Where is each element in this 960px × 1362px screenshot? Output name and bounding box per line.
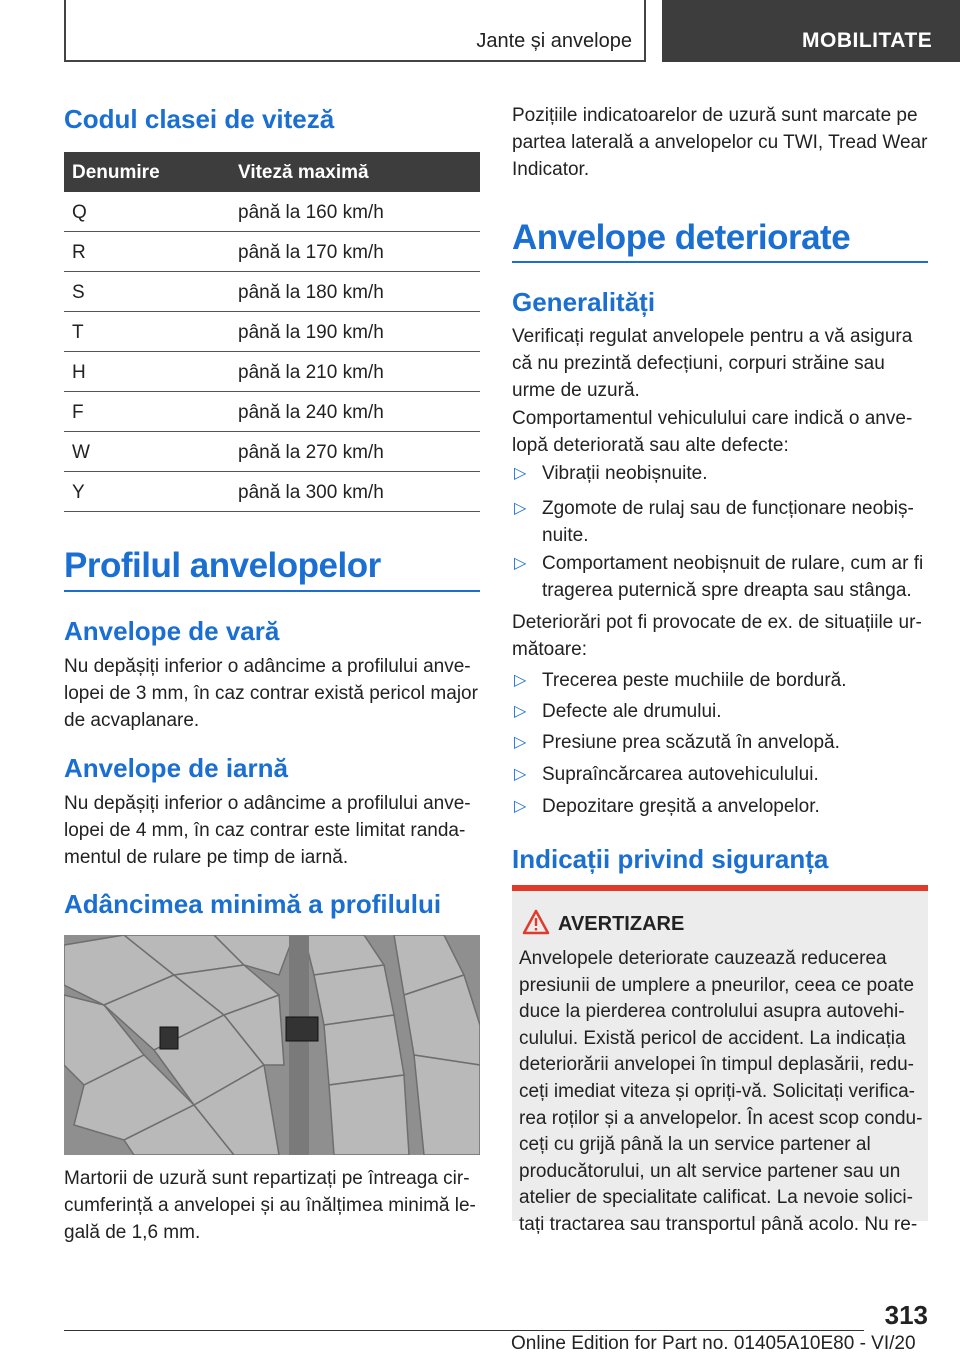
general-paragraph-1: Verificați regulat anvelopele pentru a vă asigura că nu prezintă defecțiuni, corpuri străine sau urme de uzură. [512, 326, 913, 401]
warning-label: AVERTIZARE [558, 913, 685, 935]
table-row [64, 192, 480, 232]
page-number: 313 [884, 1300, 928, 1330]
speed-class-table [64, 152, 480, 512]
table-header [64, 152, 480, 192]
table-cell: H [72, 362, 86, 383]
triangle-bullet-icon: ▷ [514, 465, 527, 482]
table-cell: S [72, 282, 85, 303]
header-section-box [64, 0, 646, 62]
table-cell: Q [72, 202, 87, 223]
general-paragraph-2: Comportamentul vehiculului care indică o anvelopă deteriorată sau alte defecte: [512, 408, 913, 456]
list-item-text: Depozitare greșită a anvelopelor. [542, 796, 820, 817]
table-cell: până la 190 km/h [238, 322, 384, 343]
list-item-text: Presiune prea scăzută în anvelopă. [542, 732, 840, 753]
table-cell: Y [72, 482, 85, 503]
header-chapter-title: MOBILITATE [802, 29, 933, 52]
table-row [64, 232, 480, 272]
list-item-text: Trecerea peste muchiile de bordură. [542, 670, 847, 691]
footer-edition: Online Edition for Part no. 01405A10E80 - VI/20 [511, 1333, 916, 1354]
heading-rule [64, 590, 480, 592]
heading-rule [512, 261, 928, 263]
triangle-bullet-icon: ▷ [514, 766, 527, 783]
list-item-text: Zgomote de rulaj sau de funcționare neobișnuite. [542, 498, 914, 546]
table-cell: până la 170 km/h [238, 242, 384, 263]
safety-heading: Indicații privind siguranța [512, 844, 829, 874]
table-cell: T [72, 322, 84, 343]
min-depth-heading: Adâncimea minimă a profilului [64, 889, 442, 919]
table-cell: F [72, 402, 84, 423]
winter-tires-text: Nu depășiți inferior o adâncime a profilului anvelopei de 4 mm, în caz contrar este limitat randamentul de rulare pe timp de iarnă. [64, 793, 471, 868]
table-row [64, 312, 480, 352]
table-cell: R [72, 242, 86, 263]
table-cell: până la 160 km/h [238, 202, 384, 223]
list-item-text: Defecte ale drumului. [542, 701, 722, 722]
table-cell: până la 180 km/h [238, 282, 384, 303]
header-section-title: Jante și anvelope [476, 30, 632, 52]
twi-intro-text: Pozițiile indicatoarelor de uzură sunt marcate pe partea laterală a anvelopelor cu TWI, Tread Wear Indicator. [512, 105, 928, 180]
table-cell: până la 300 km/h [238, 482, 384, 503]
speed-class-heading: Codul clasei de viteză [64, 104, 335, 134]
table-row [64, 432, 480, 472]
triangle-bullet-icon: ▷ [514, 555, 527, 572]
table-row [64, 472, 480, 512]
table-cell: până la 240 km/h [238, 402, 384, 423]
image-caption: Martorii de uzură sunt repartizați pe întreaga circumferință a anvelopei și au înălțimea minimă legală de 1,6 mm. [64, 1168, 476, 1243]
warning-text: Anvelopele deteriorate cauzează reducerea presiunii de umplere a pneurilor, ceea ce poate duce la pierderea controlului asupra autovehiculului. Există pericol de accident. La indicația deteriorării anvelopei în timpul deplasării, reduceți imediat viteza și opriți-vă. Solicitați verificarea roților și a anvelopelor. În acest scop conduceți cu grijă până la un service partener al producătorului, un alt service partener sau un atelier de specialitate calificat. La nevoie solicitați tractarea sau transportul până acolo. Nu re- [519, 948, 923, 1235]
general-paragraph-3: Deteriorări pot fi provocate de ex. de situațiile următoare: [512, 612, 922, 660]
header-chapter-box [662, 0, 960, 62]
list-item-text: Vibrații neobișnuite. [542, 463, 708, 484]
triangle-bullet-icon: ▷ [514, 798, 527, 815]
warning-triangle-icon [522, 909, 550, 935]
triangle-bullet-icon: ▷ [514, 703, 527, 720]
list-item-text: Supraîncărcarea autovehiculului. [542, 764, 819, 785]
table-header-cell: Viteză maximă [238, 162, 369, 183]
tire-tread-illustration [64, 935, 480, 1155]
footer-rule [64, 1330, 864, 1331]
damaged-tires-heading: Anvelope deteriorate [512, 218, 851, 257]
table-row [64, 392, 480, 432]
summer-tires-heading: Anvelope de vară [64, 616, 280, 646]
list-item-text: Comportament neobișnuit de rulare, cum ar fi tragerea puternică spre dreapta sau stânga. [542, 553, 924, 601]
table-cell: până la 270 km/h [238, 442, 384, 463]
summer-tires-text: Nu depășiți inferior o adâncime a profilului anvelopei de 3 mm, în caz contrar există pericol major de acvaplanare. [64, 656, 478, 731]
table-header-cell: Denumire [72, 162, 160, 183]
table-cell: până la 210 km/h [238, 362, 384, 383]
triangle-bullet-icon: ▷ [514, 672, 527, 689]
table-row [64, 352, 480, 392]
triangle-bullet-icon: ▷ [514, 500, 527, 517]
table-cell: W [72, 442, 90, 463]
triangle-bullet-icon: ▷ [514, 734, 527, 751]
table-row [64, 272, 480, 312]
profile-heading: Profilul anvelopelor [64, 546, 381, 585]
winter-tires-heading: Anvelope de iarnă [64, 753, 288, 783]
general-heading: Generalități [512, 287, 656, 317]
warning-box [512, 891, 928, 1235]
